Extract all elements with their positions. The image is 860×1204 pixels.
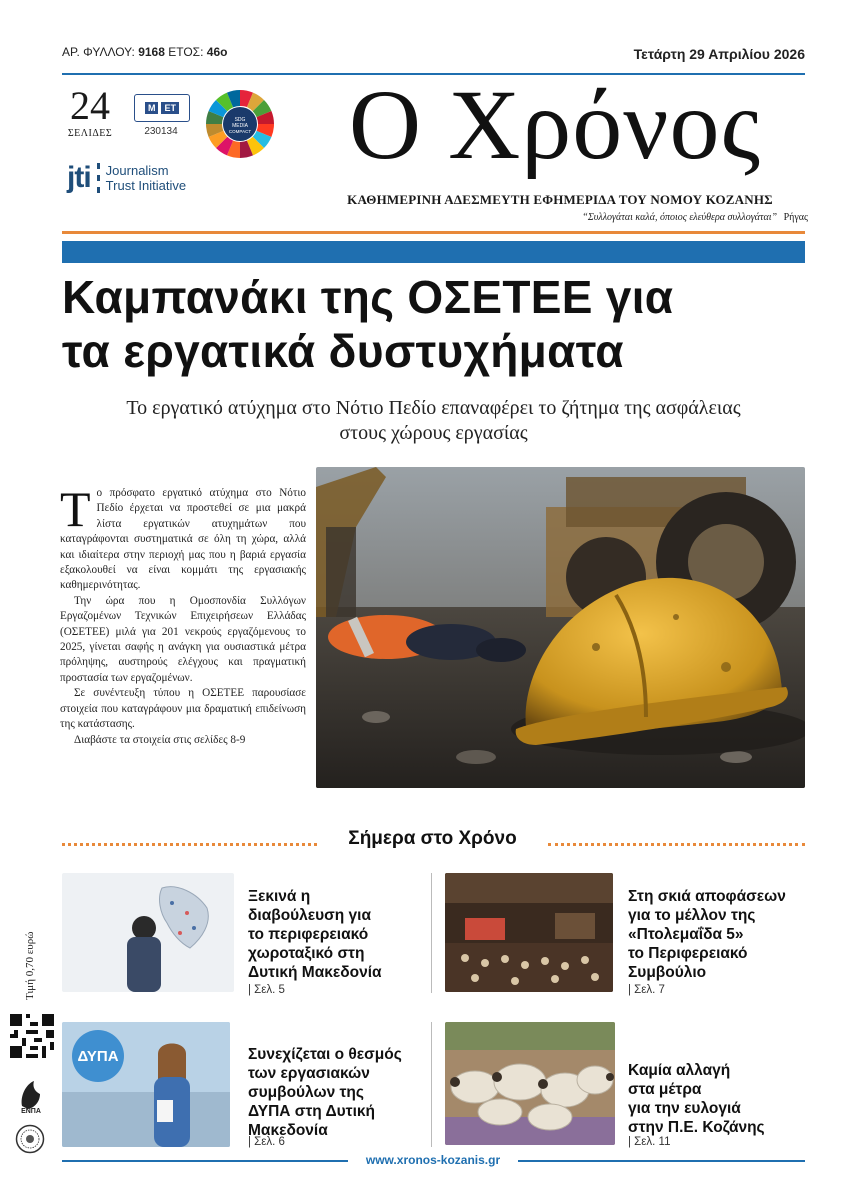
masthead-orange-divider — [62, 231, 805, 234]
met-letter-et: ET — [161, 102, 179, 114]
teaser-2-line-4: το Περιφερειακό — [628, 945, 748, 962]
issue-date: Τετάρτη 29 Απριλίου 2026 — [633, 46, 805, 62]
teaser-4-line-1: Καμία αλλαγή — [628, 1062, 731, 1079]
teaser-2-headline[interactable] — [628, 887, 818, 982]
lead-headline[interactable] — [62, 270, 822, 378]
teaser-divider-bottom — [431, 1022, 432, 1147]
teaser-1-line-4: χωροταξικό στη — [248, 945, 365, 962]
website-link[interactable]: www.xronos-kozanis.gr — [348, 1153, 518, 1167]
teaser-1-page: | Σελ. 5 — [248, 984, 285, 996]
pages-count: 24 — [70, 83, 110, 128]
teaser-4-headline[interactable] — [628, 1061, 818, 1137]
teaser-2-line-5: Συμβούλιο — [628, 964, 707, 981]
teaser-3-page: | Σελ. 6 — [248, 1136, 285, 1148]
teaser-4-line-2: στα μέτρα — [628, 1081, 702, 1098]
body-paragraph-3: Σε συνέντευξη τύπου η ΟΣΕΤΕΕ παρουσίασε στοιχεία που καταγράφουν μια δραματική επιδείνωση της κατάστασης. — [60, 687, 306, 731]
teaser-divider-top — [431, 873, 432, 993]
year-value: 46ο — [206, 45, 228, 59]
association-seal — [15, 1124, 45, 1154]
teaser-2-line-1: Στη σκιά αποφάσεων — [628, 888, 786, 905]
teaser-1-line-5: Δυτική Μακεδονία — [248, 964, 382, 981]
met-letter-m: M — [145, 102, 159, 114]
hero-photo-helmet[interactable] — [316, 467, 805, 788]
teaser-1-headline[interactable] — [248, 887, 428, 982]
teaser-4-page: | Σελ. 11 — [628, 1136, 671, 1148]
issue-info — [62, 45, 227, 59]
section-divider-right — [548, 843, 805, 846]
issue-number: 9168 — [138, 45, 165, 59]
teaser-2-line-2: για το μέλλον της — [628, 907, 756, 924]
teaser-1-line-2: διαβούλευση για — [248, 907, 372, 924]
headline-line-1: Καμπανάκι της ΟΣΕΤΕΕ για — [62, 271, 674, 323]
lead-body — [60, 481, 306, 748]
body-paragraph-2: Την ώρα που η Ομοσπονδία Συλλόγων Εργαζομένων Τεχνικών Επιχειρήσεων Ελλάδας (ΟΣΕΤΕΕ) μιλά για 201 νεκρούς εργαζόμενους το 2025, γίνεται σαφής η ανάγκη για ουσιαστικά μέτρα πρόληψης, αυστηρούς ελέγχους και πραγματική προστασία των εργαζομένων. — [60, 594, 306, 684]
teaser-1-photo[interactable] — [62, 873, 234, 992]
teaser-3-headline[interactable] — [248, 1045, 428, 1140]
motto-quote: “Συλλογάται καλά, όποιος ελεύθερα συλλογάται” — [582, 212, 778, 223]
teaser-3-photo[interactable] — [62, 1022, 230, 1147]
teaser-3-line-2: των εργασιακών — [248, 1065, 370, 1082]
section-divider-left — [62, 843, 317, 846]
body-paragraph-4[interactable]: Διαβάστε τα στοιχεία στις σελίδες 8-9 — [74, 733, 246, 746]
body-paragraph-1 — [60, 481, 306, 594]
jti-text — [106, 163, 186, 193]
teaser-4-line-4: στην Π.Ε. Κοζάνης — [628, 1119, 765, 1136]
newspaper-subtitle: ΚΑΘΗΜΕΡΙΝΗ ΑΔΕΣΜΕΥΤΗ ΕΦΗΜΕΡΙΔΑ ΤΟΥ ΝΟΜΟΥ ΚΟΖΑΝΗΣ — [347, 192, 773, 207]
teaser-1-line-3: το περιφερειακό — [248, 926, 369, 943]
met-logo — [134, 94, 190, 122]
jti-line2: Trust Initiative — [105, 178, 187, 193]
jti-mark: jti — [67, 161, 91, 194]
dypa-logo-text: ΔΥΠΑ — [77, 1048, 119, 1065]
teaser-2-photo[interactable] — [445, 873, 613, 992]
section-title: Σήμερα στο Χρόνο — [348, 828, 517, 849]
body-paragraph-1-text: ο πρόσφατο εργατικό ατύχημα στο Νότιο Πεδίο έρχεται να προστεθεί σε μια μακρά λίστα εργατικών ατυχημάτων που καταγράφονται συστηματικά σε όλη τη χώρα, αλλά και ιδιαίτερα στην περιοχή μας που η βαριά εργασία εξακολουθεί να είναι κομμάτι της εργασιακής καθημερινότητας. — [60, 487, 306, 592]
blue-band — [62, 241, 805, 263]
svg-text:SDG: SDG — [234, 117, 246, 123]
teaser-3-line-3: συμβούλων της — [248, 1084, 364, 1101]
headline-line-2: τα εργατικά δυστυχήματα — [62, 325, 624, 377]
svg-text:COMPACT: COMPACT — [228, 129, 252, 134]
teaser-3-line-4: ΔΥΠΑ στη Δυτική — [248, 1103, 375, 1120]
teaser-1-line-1: Ξεκινά η — [248, 888, 311, 905]
teaser-3-line-1: Συνεχίζεται ο θεσμός — [248, 1046, 402, 1063]
epta-logo-text: ΕΝΠΑ — [21, 1108, 41, 1114]
lead-dek — [62, 396, 805, 446]
teaser-4-photo[interactable] — [445, 1022, 615, 1145]
motto-author: Ρήγας — [783, 212, 808, 223]
teaser-3-line-5: Μακεδονία — [248, 1122, 328, 1139]
price-label — [18, 880, 48, 1000]
motto — [480, 212, 808, 223]
dek-line-1: Το εργατικό ατύχημα στο Νότιο Πεδίο επαναφέρει το ζήτημα της ασφάλειας — [126, 397, 741, 419]
jti-line1: Journalism — [105, 163, 169, 178]
svg-text:MEDIA: MEDIA — [232, 123, 248, 129]
jti-separator — [97, 163, 100, 193]
sdg-media-compact-logo — [204, 88, 276, 160]
teaser-2-page: | Σελ. 7 — [628, 984, 665, 996]
pages-label: ΣΕΛΙΔΕΣ — [67, 128, 113, 139]
met-number: 230134 — [144, 126, 178, 137]
price-text: Τιμή 0,70 ευρώ — [24, 931, 36, 1000]
year-label: ΕΤΟΣ: — [168, 45, 204, 59]
epta-logo — [16, 1078, 46, 1114]
teaser-3-illustration — [62, 1022, 230, 1147]
jti-logo — [67, 158, 227, 198]
dek-line-2: στους χώρους εργασίας — [339, 422, 528, 444]
dropcap: Τ — [60, 481, 91, 537]
issue-label: ΑΡ. ΦΥΛΛΟΥ: — [62, 45, 135, 59]
teaser-2-line-3: «Πτολεμαΐδα 5» — [628, 926, 744, 943]
newspaper-title: Ο Χρόνος — [348, 69, 762, 180]
teaser-4-line-3: για την ευλογιά — [628, 1100, 741, 1117]
qr-code-icon[interactable] — [10, 1014, 54, 1058]
